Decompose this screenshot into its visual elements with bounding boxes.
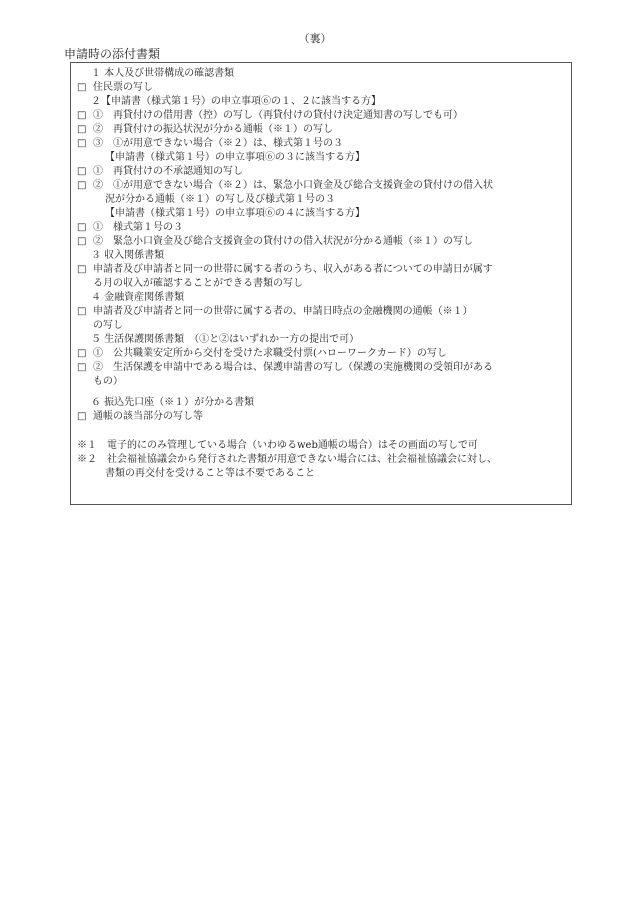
checkbox[interactable]: □ (77, 222, 87, 233)
checkbox[interactable]: □ (77, 236, 87, 247)
attachment-list-box: １ 本人及び世帯構成の確認書類 □ 住民票の写し ２【申請書（様式第１号）の申立事項⑥の１、２に該当する方】 □ ① 再貸付けの借用書（控）の写し（再貸付けの貸付け決定通知書の写しでも可） □ ② 再貸付けの振込状況が分かる通帳（※１）の写し □ ③ ①が用意できない場合（※２）は、様式第１号の３ 【申請書（様式第１号）の申立事項⑥の３に該当する方】 □ ① 再貸付けの不承認通知の写し □ ② ①が用意できない場合（※２）は、緊急小口資金及び総合支援資金の貸付けの借入状 況が分かる通帳（※１）の写し及び様式第１号の３ 【申請書（様式第１号）の申立事項⑥の４に該当する方】 □ ① 様式第１号の３ □ ② 緊急小口資金及び総合支援資金の貸付けの借入状況が分かる通帳（※１）の写し ３ 収入関係書類 □ 申請者及び申請者と同一の世帯に属する者のうち、収入がある者についての申請日が属す る月の収入が確認することができる書類の写し ４ 金融資産関係書類 □ 申請者及び申請者と同一の世帯に属する者の、申請日時点の金融機関の通帳（※１） の写し ５ 生活保護関係書類 （①と②はいずれか一方の提出で可） □ ① 公共職業安定所から交付を受けた求職受付票(ハローワークカード）の写し □ ② 生活保護を申請中である場合は、保護申請書の写し（保護の実施機関の受領印がある もの） ６ 振込先口座（※１）が分かる書類 □ 通帳の該当部分の写し等 ※１ 電子的にのみ管理している場合（いわゆるweb通帳の場合）はその画面の写しで可 ※２ 社会福祉協議会から発行された書類が用意できない場合には、社会福祉協議会に対し、 書類の再交付を受けること等は不要であること (70, 62, 572, 505)
checkbox[interactable]: □ (77, 82, 87, 93)
checkbox[interactable]: □ (77, 180, 87, 191)
checkbox[interactable]: □ (77, 306, 87, 317)
checkbox[interactable]: □ (77, 166, 87, 177)
checkbox[interactable]: □ (77, 411, 87, 422)
checkbox[interactable]: □ (77, 264, 87, 275)
checkbox[interactable]: □ (77, 138, 87, 149)
checkbox[interactable]: □ (77, 124, 87, 135)
document-title: 申請時の添付書類 (64, 47, 161, 61)
checkbox[interactable]: □ (77, 348, 87, 359)
checkbox[interactable]: □ (77, 362, 87, 373)
page-side-label: （裏） (298, 32, 332, 45)
checkbox[interactable]: □ (77, 110, 87, 121)
